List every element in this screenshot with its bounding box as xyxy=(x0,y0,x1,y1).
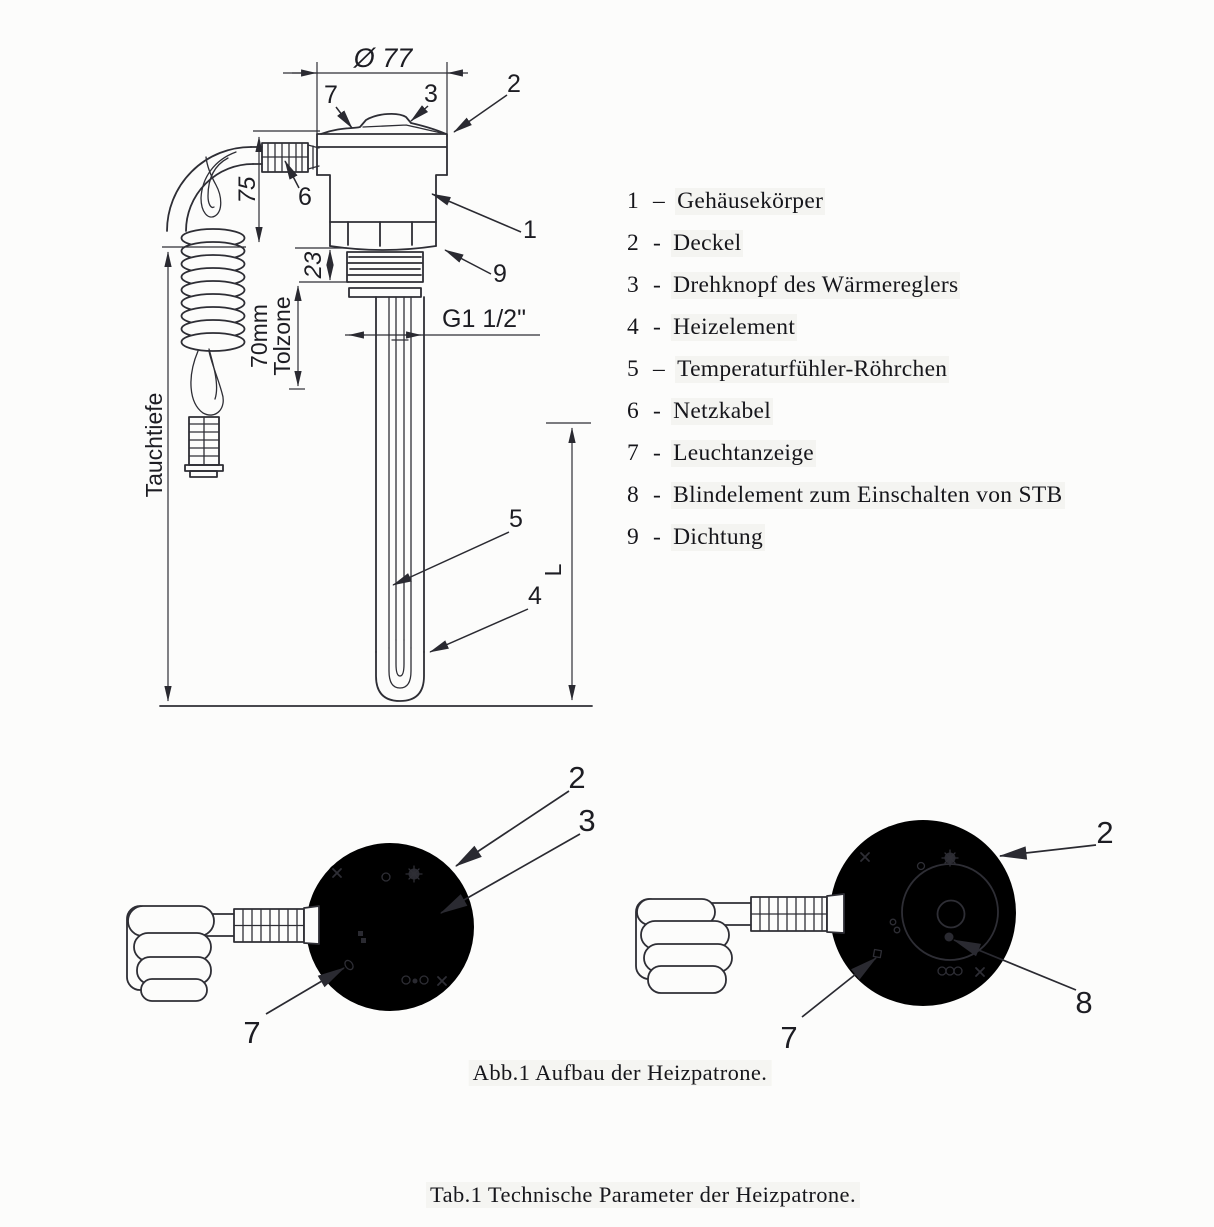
dim-thread-size xyxy=(345,305,540,335)
figure-caption: Abb.1 Aufbau der Heizpatrone. xyxy=(469,1060,772,1086)
legend-num: 6 xyxy=(627,397,640,424)
dim-thread-size-label: G1 1/2" xyxy=(442,305,526,333)
legend-label: Dichtung xyxy=(673,523,763,550)
dim-thread-length xyxy=(295,248,349,282)
callout-5: 5 xyxy=(509,505,523,533)
legend-num: 3 xyxy=(627,271,640,298)
seal-collar xyxy=(349,288,421,297)
main-callout-leaders xyxy=(285,95,528,652)
dim-75-label: 75 xyxy=(234,176,261,204)
heating-element-tube xyxy=(376,297,424,701)
legend-label: Deckel xyxy=(673,229,742,256)
cable-gland xyxy=(262,143,319,172)
legend-label: Blindelement zum Einschalten von STB xyxy=(673,481,1063,508)
callout-2: 2 xyxy=(507,70,521,98)
callout-4: 4 xyxy=(528,582,542,610)
coil-side-view-right xyxy=(636,899,732,993)
callout-6: 6 xyxy=(298,183,312,211)
cable-plug xyxy=(185,417,223,477)
cartridge-head xyxy=(262,114,447,297)
coil-side-view xyxy=(127,906,214,1001)
legend-sep: – xyxy=(653,355,666,382)
legend-num: 7 xyxy=(627,439,640,466)
main-callout-numbers xyxy=(298,70,542,610)
callout-9: 9 xyxy=(493,260,507,288)
callout-7: 7 xyxy=(324,81,338,109)
right-view-callout-2: 2 xyxy=(1096,815,1114,850)
parts-legend xyxy=(627,180,1065,558)
left-view-callout-3: 3 xyxy=(578,803,596,838)
legend-label: Temperaturfühler-Röhrchen xyxy=(677,355,948,382)
legend-item-1 xyxy=(627,180,1065,222)
thread-section xyxy=(347,252,423,282)
legend-num: 8 xyxy=(627,481,640,508)
legend-label: Leuchtanzeige xyxy=(673,439,815,466)
gland-side xyxy=(234,906,319,944)
legend-label: Netzkabel xyxy=(673,397,772,424)
legend-item-8 xyxy=(627,474,1065,516)
dim-dead-zone xyxy=(246,286,305,389)
dim-length-label: L xyxy=(540,563,566,577)
dim-immersion-label: Tauchtiefe xyxy=(141,392,167,498)
right-view-callout-8: 8 xyxy=(1075,985,1093,1020)
legend-sep: – xyxy=(653,187,666,214)
legend-sep: - xyxy=(653,481,662,508)
table-caption: Tab.1 Technische Parameter der Heizpatrone. xyxy=(426,1182,860,1208)
legend-label: Heizelement xyxy=(673,313,796,340)
legend-item-6 xyxy=(627,390,1065,432)
main-side-view xyxy=(141,43,592,711)
legend-label: Drehknopf des Wärmereglers xyxy=(673,271,959,298)
bottom-view-knob xyxy=(127,760,596,1050)
legend-item-7 xyxy=(627,432,1065,474)
legend-sep: - xyxy=(653,439,662,466)
dim-diameter-label: Ø 77 xyxy=(353,43,413,73)
legend-item-9 xyxy=(627,516,1065,558)
legend-sep: - xyxy=(653,229,662,256)
legend-num: 4 xyxy=(627,313,640,340)
legend-sep: - xyxy=(653,271,662,298)
legend-num: 2 xyxy=(627,229,640,256)
dim-element-length xyxy=(540,423,591,700)
legend-item-4 xyxy=(627,306,1065,348)
callout-1: 1 xyxy=(523,216,537,244)
left-view-callout-2: 2 xyxy=(568,760,586,795)
dim-deadzone-value: 70mm xyxy=(246,304,272,368)
legend-item-3 xyxy=(627,264,1065,306)
legend-sep: - xyxy=(653,397,662,424)
dim-diameter xyxy=(283,43,468,137)
callout-3: 3 xyxy=(424,80,438,108)
left-view-callout-7: 7 xyxy=(243,1015,261,1050)
bottom-view-blind-element xyxy=(636,815,1114,1055)
legend-item-2 xyxy=(627,222,1065,264)
legend-num: 9 xyxy=(627,523,640,550)
legend-num: 1 xyxy=(627,187,640,214)
cap-outline-right xyxy=(830,820,1016,1006)
legend-item-5 xyxy=(627,348,1065,390)
dim-deadzone-label: Tolzone xyxy=(269,296,295,376)
dim-23-label: 23 xyxy=(300,251,327,279)
right-view-callout-7: 7 xyxy=(780,1020,798,1055)
legend-sep: - xyxy=(653,523,662,550)
stb-pin xyxy=(945,933,954,942)
thermostat-knob xyxy=(372,883,460,971)
legend-label: Gehäusekörper xyxy=(677,187,824,214)
gland-side-right xyxy=(751,894,844,933)
legend-num: 5 xyxy=(627,355,640,382)
legend-sep: - xyxy=(653,313,662,340)
